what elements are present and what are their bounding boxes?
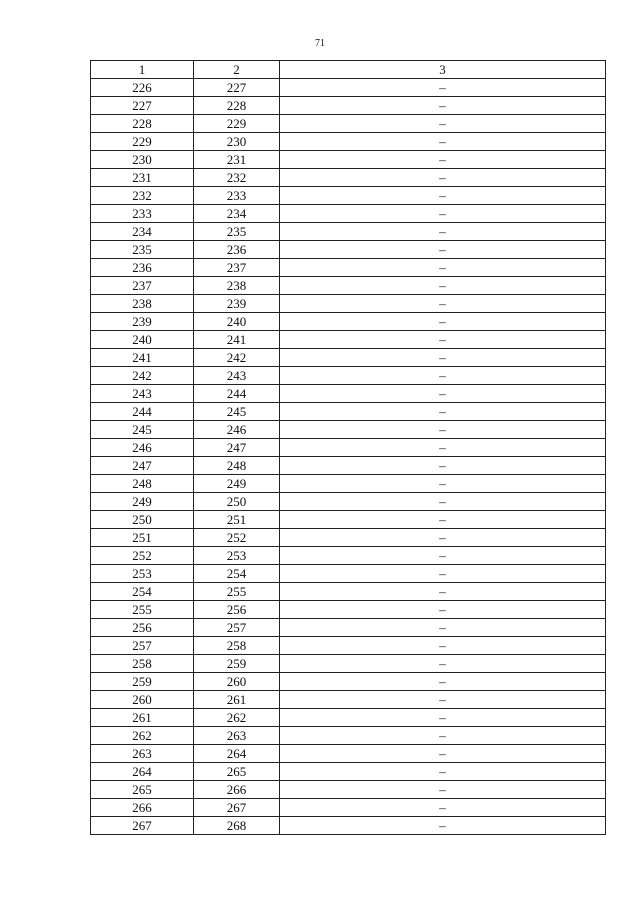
table-cell-col3: –	[280, 781, 606, 799]
table-row	[91, 97, 606, 115]
table-row	[91, 79, 606, 97]
table-cell-col2: 249	[194, 475, 280, 493]
table-cell-col1: 240	[91, 331, 194, 349]
table-row	[91, 727, 606, 745]
table-cell-col1: 233	[91, 205, 194, 223]
table-cell-col1: 259	[91, 673, 194, 691]
table-row	[91, 817, 606, 835]
table-row	[91, 169, 606, 187]
table-row	[91, 745, 606, 763]
table-row	[91, 115, 606, 133]
table-row	[91, 799, 606, 817]
table-cell-col3: –	[280, 349, 606, 367]
table-row	[91, 583, 606, 601]
table-cell-col3: –	[280, 187, 606, 205]
table-cell-col3: –	[280, 277, 606, 295]
table-cell-col2: 266	[194, 781, 280, 799]
table-cell-col3: –	[280, 151, 606, 169]
table-cell-col1: 253	[91, 565, 194, 583]
data-table	[90, 60, 606, 835]
table-cell-col1: 245	[91, 421, 194, 439]
table-cell-col3: –	[280, 601, 606, 619]
table-row	[91, 313, 606, 331]
table-cell-col1: 251	[91, 529, 194, 547]
table-cell-col3: –	[280, 457, 606, 475]
table-cell-col3: –	[280, 655, 606, 673]
table-row	[91, 673, 606, 691]
table-row	[91, 349, 606, 367]
table-cell-col1: 227	[91, 97, 194, 115]
table-cell-col2: 232	[194, 169, 280, 187]
table-row	[91, 421, 606, 439]
table-cell-col1: 264	[91, 763, 194, 781]
table-cell-col2: 239	[194, 295, 280, 313]
table-cell-col3: –	[280, 529, 606, 547]
table-row	[91, 511, 606, 529]
table-cell-col2: 231	[194, 151, 280, 169]
table-cell-col1: 267	[91, 817, 194, 835]
table-cell-col1: 256	[91, 619, 194, 637]
table-cell-col2: 237	[194, 259, 280, 277]
table-cell-col2: 236	[194, 241, 280, 259]
page-number: 71	[315, 38, 325, 49]
table-row	[91, 331, 606, 349]
table-row	[91, 223, 606, 241]
table-cell-col2: 264	[194, 745, 280, 763]
table-cell-col1: 247	[91, 457, 194, 475]
table-row	[91, 133, 606, 151]
table-header-row	[91, 61, 606, 79]
table-cell-col3: –	[280, 637, 606, 655]
table-cell-col2: 256	[194, 601, 280, 619]
table-cell-col3: –	[280, 673, 606, 691]
table-cell-col1: 266	[91, 799, 194, 817]
table-cell-col1: 263	[91, 745, 194, 763]
table-cell-col2: 243	[194, 367, 280, 385]
table-cell-col2: 265	[194, 763, 280, 781]
table-cell-col2: 242	[194, 349, 280, 367]
table-cell-col3: –	[280, 259, 606, 277]
table-cell-col3: –	[280, 97, 606, 115]
table-row	[91, 619, 606, 637]
table-cell-col3: –	[280, 493, 606, 511]
table-cell-col2: 235	[194, 223, 280, 241]
table-row	[91, 385, 606, 403]
table-cell-col1: 226	[91, 79, 194, 97]
table-cell-col2: 252	[194, 529, 280, 547]
table-cell-col3: –	[280, 763, 606, 781]
table-cell-col2: 227	[194, 79, 280, 97]
table-cell-col3: –	[280, 241, 606, 259]
table-cell-col1: 252	[91, 547, 194, 565]
table-cell-col1: 230	[91, 151, 194, 169]
table-row	[91, 709, 606, 727]
table-cell-col2: 258	[194, 637, 280, 655]
table-cell-col1: 248	[91, 475, 194, 493]
table-cell-col3: –	[280, 799, 606, 817]
table-row	[91, 781, 606, 799]
table-cell-col1: 239	[91, 313, 194, 331]
table-cell-col2: 240	[194, 313, 280, 331]
table-cell-col3: –	[280, 817, 606, 835]
table-cell-col2: 245	[194, 403, 280, 421]
table-cell-col3: –	[280, 745, 606, 763]
table-cell-col3: –	[280, 295, 606, 313]
table-cell-col1: 257	[91, 637, 194, 655]
column-header-3: 3	[280, 61, 606, 79]
table-row	[91, 565, 606, 583]
table-cell-col2: 259	[194, 655, 280, 673]
table-cell-col1: 260	[91, 691, 194, 709]
table-cell-col1: 258	[91, 655, 194, 673]
table-body	[91, 79, 606, 835]
table-cell-col2: 248	[194, 457, 280, 475]
table-cell-col2: 234	[194, 205, 280, 223]
table-cell-col2: 254	[194, 565, 280, 583]
table-cell-col2: 268	[194, 817, 280, 835]
table-row	[91, 763, 606, 781]
table-cell-col1: 261	[91, 709, 194, 727]
table-cell-col3: –	[280, 583, 606, 601]
table-cell-col3: –	[280, 403, 606, 421]
table-row	[91, 655, 606, 673]
table-row	[91, 367, 606, 385]
table-row	[91, 295, 606, 313]
table-cell-col1: 228	[91, 115, 194, 133]
table-cell-col3: –	[280, 133, 606, 151]
table-cell-col3: –	[280, 691, 606, 709]
table-cell-col2: 263	[194, 727, 280, 745]
table-cell-col3: –	[280, 331, 606, 349]
table-cell-col1: 250	[91, 511, 194, 529]
table-cell-col1: 262	[91, 727, 194, 745]
table-cell-col3: –	[280, 367, 606, 385]
table-row	[91, 601, 606, 619]
table-row	[91, 457, 606, 475]
table-cell-col3: –	[280, 709, 606, 727]
table-cell-col2: 238	[194, 277, 280, 295]
table-row	[91, 151, 606, 169]
table-cell-col3: –	[280, 385, 606, 403]
table-cell-col2: 262	[194, 709, 280, 727]
table-row	[91, 259, 606, 277]
table-cell-col2: 260	[194, 673, 280, 691]
table-cell-col2: 241	[194, 331, 280, 349]
table-cell-col1: 246	[91, 439, 194, 457]
table-cell-col2: 244	[194, 385, 280, 403]
table-cell-col2: 251	[194, 511, 280, 529]
table-cell-col2: 250	[194, 493, 280, 511]
table-cell-col1: 249	[91, 493, 194, 511]
table-cell-col1: 244	[91, 403, 194, 421]
table-cell-col2: 255	[194, 583, 280, 601]
column-header-1: 1	[91, 61, 194, 79]
table-cell-col3: –	[280, 727, 606, 745]
table-cell-col3: –	[280, 79, 606, 97]
table-cell-col2: 267	[194, 799, 280, 817]
table-cell-col1: 255	[91, 601, 194, 619]
table-cell-col2: 261	[194, 691, 280, 709]
table-row	[91, 187, 606, 205]
table-cell-col1: 229	[91, 133, 194, 151]
table-row	[91, 439, 606, 457]
table-cell-col2: 228	[194, 97, 280, 115]
table-cell-col1: 237	[91, 277, 194, 295]
table-cell-col1: 242	[91, 367, 194, 385]
table-cell-col3: –	[280, 169, 606, 187]
table-cell-col2: 233	[194, 187, 280, 205]
table-cell-col1: 236	[91, 259, 194, 277]
table-cell-col2: 247	[194, 439, 280, 457]
table-row	[91, 691, 606, 709]
table-cell-col1: 232	[91, 187, 194, 205]
table-cell-col1: 254	[91, 583, 194, 601]
table-cell-col1: 243	[91, 385, 194, 403]
table-cell-col3: –	[280, 115, 606, 133]
table-cell-col2: 229	[194, 115, 280, 133]
table-cell-col2: 253	[194, 547, 280, 565]
table-row	[91, 277, 606, 295]
table-row	[91, 403, 606, 421]
table-cell-col1: 241	[91, 349, 194, 367]
table-cell-col3: –	[280, 223, 606, 241]
table-row	[91, 205, 606, 223]
table-cell-col3: –	[280, 205, 606, 223]
table-cell-col3: –	[280, 475, 606, 493]
table-cell-col2: 246	[194, 421, 280, 439]
table-row	[91, 493, 606, 511]
table-cell-col3: –	[280, 439, 606, 457]
table-cell-col3: –	[280, 313, 606, 331]
table-cell-col1: 231	[91, 169, 194, 187]
table-row	[91, 241, 606, 259]
table-cell-col1: 265	[91, 781, 194, 799]
table-cell-col2: 230	[194, 133, 280, 151]
table-cell-col1: 238	[91, 295, 194, 313]
table-cell-col3: –	[280, 547, 606, 565]
table-cell-col3: –	[280, 619, 606, 637]
table-cell-col1: 235	[91, 241, 194, 259]
column-header-2: 2	[194, 61, 280, 79]
table-cell-col3: –	[280, 421, 606, 439]
table-cell-col2: 257	[194, 619, 280, 637]
table-cell-col3: –	[280, 511, 606, 529]
table-row	[91, 637, 606, 655]
table-row	[91, 529, 606, 547]
table-row	[91, 475, 606, 493]
table-row	[91, 547, 606, 565]
table-cell-col1: 234	[91, 223, 194, 241]
table-cell-col3: –	[280, 565, 606, 583]
